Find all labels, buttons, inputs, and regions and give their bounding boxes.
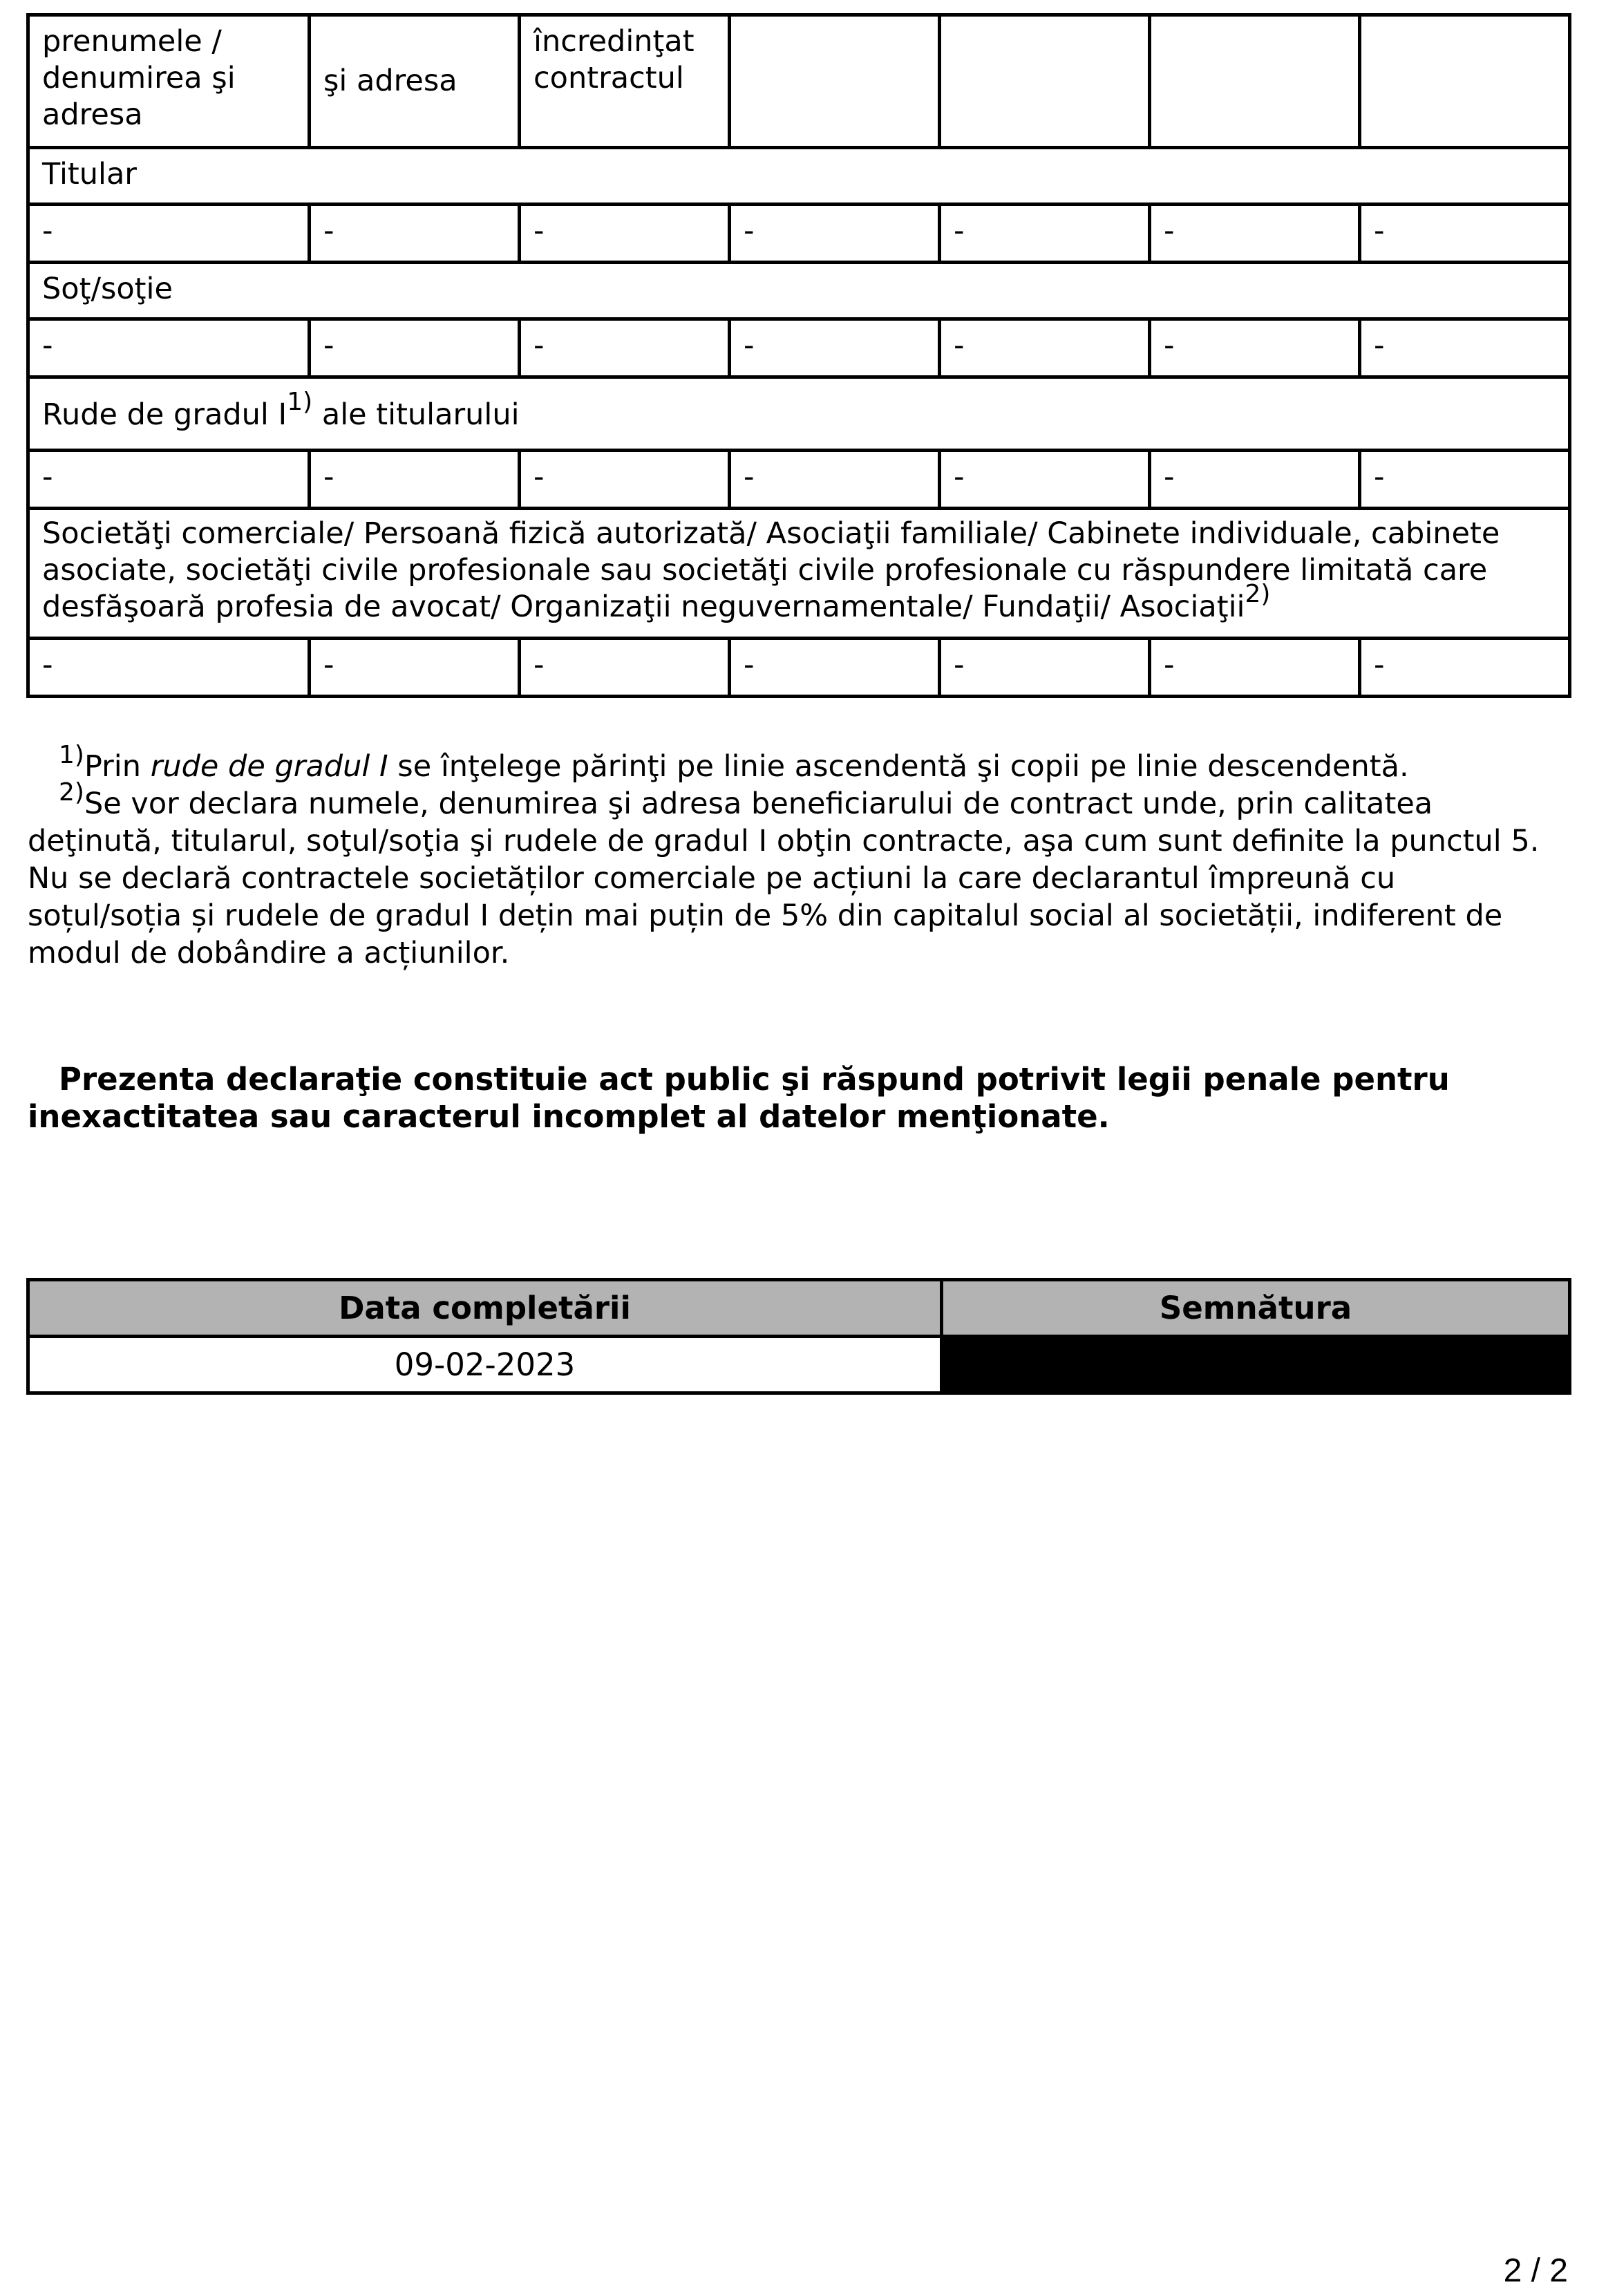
table-cell: -: [1360, 639, 1570, 697]
section-label-spouse: Soţ/soţie: [28, 263, 1570, 319]
section-label-relatives: Rude de gradul $I^{1)}$ ale titularului: [28, 377, 1570, 451]
header-cell-address: şi adresa: [310, 15, 520, 148]
table-cell: -: [28, 205, 310, 263]
footnote-2: $^{2)}$Se vor declara numele, denumirea şi adresa beneficiarului de contract unde, prin calitatea deţinută, titularul, soţul/soţia şi rudele de gradul I obţin contracte, aşa cum sunt definite la punctul 5. Nu se declară contractele societăților comerciale pe acțiuni la care declarantul împreună cu soțul/soția și rudele de gradul I dețin mai puțin de 5% din capitalul social al societății, indiferent de modul de dobândire a acțiunilor.: [28, 778, 1540, 970]
signature-table: [26, 1278, 1571, 1395]
table-cell: -: [730, 451, 940, 509]
date-value: 09-02-2023: [28, 1337, 942, 1393]
table-cell: -: [310, 319, 520, 377]
header-cell-5: [940, 15, 1150, 148]
table-cell: -: [1150, 319, 1360, 377]
table-cell: -: [730, 319, 940, 377]
table-row: [28, 639, 1570, 697]
table-cell: -: [940, 205, 1150, 263]
table-cell: -: [730, 639, 940, 697]
section-row-relatives: [28, 377, 1570, 451]
header-cell-4: [730, 15, 940, 148]
signature-table-row: [28, 1337, 1570, 1393]
footnotes: [28, 740, 1548, 972]
section-row-titular: [28, 148, 1570, 205]
table-cell: -: [940, 451, 1150, 509]
table-cell: -: [1150, 639, 1360, 697]
section-label-titular: Titular: [28, 148, 1570, 205]
signature-label: Semnătura: [942, 1280, 1570, 1337]
header-cell-7: [1360, 15, 1570, 148]
table-header-row: [28, 15, 1570, 148]
signature-redacted: [942, 1337, 1570, 1393]
table-cell: -: [730, 205, 940, 263]
table-cell: -: [310, 451, 520, 509]
table-cell: -: [28, 451, 310, 509]
table-cell: -: [1150, 451, 1360, 509]
header-cell-6: [1150, 15, 1360, 148]
table-cell: -: [520, 639, 730, 697]
table-cell: -: [520, 451, 730, 509]
table-cell: -: [28, 319, 310, 377]
footnote-ref-2: 2): [1245, 579, 1271, 608]
table-row: [28, 205, 1570, 263]
date-label: Data completării: [28, 1280, 942, 1337]
table-row: [28, 451, 1570, 509]
footnote-1: $^{1)}$Prin rude de gradul I se înţelege părinţi pe linie ascendentă şi copii pe linie descendentă.: [59, 740, 1409, 784]
signature-table-header: [28, 1280, 1570, 1337]
footnote-ref-1: 1): [287, 387, 313, 416]
section-row-companies: [28, 509, 1570, 639]
table-cell: -: [1360, 205, 1570, 263]
header-cell-name: prenumele / denumirea şi adresa: [28, 15, 310, 148]
table-cell: -: [310, 205, 520, 263]
table-row: [28, 319, 1570, 377]
table-cell: -: [1360, 319, 1570, 377]
contracts-table: [26, 13, 1571, 698]
header-cell-contract: încredinţat contractul: [520, 15, 730, 148]
table-cell: -: [1360, 451, 1570, 509]
section-row-spouse: [28, 263, 1570, 319]
table-cell: -: [28, 639, 310, 697]
section-label-companies: Societăţi comerciale/ Persoană fizică autorizată/ Asociaţii familiale/ Cabinete individuale, cabinete asociate, societăţi civile profesionale sau societăţi civile profesionale cu răspundere limitată care desfăşoară profesia de avocat/ Organizaţii neguvernamentale/ Fundaţii/ Asociaţii$^{2)}$: [28, 509, 1570, 639]
table-cell: -: [520, 205, 730, 263]
table-cell: -: [940, 639, 1150, 697]
declaration-statement: Prezenta declaraţie constituie act public şi răspund potrivit legii penale pentru inexactitatea sau caracterul incomplet al datelor menţionate.: [28, 1061, 1450, 1135]
table-cell: -: [940, 319, 1150, 377]
table-cell: -: [520, 319, 730, 377]
table-cell: -: [310, 639, 520, 697]
page-number: 2 / 2: [1503, 2252, 1568, 2289]
table-cell: -: [1150, 205, 1360, 263]
